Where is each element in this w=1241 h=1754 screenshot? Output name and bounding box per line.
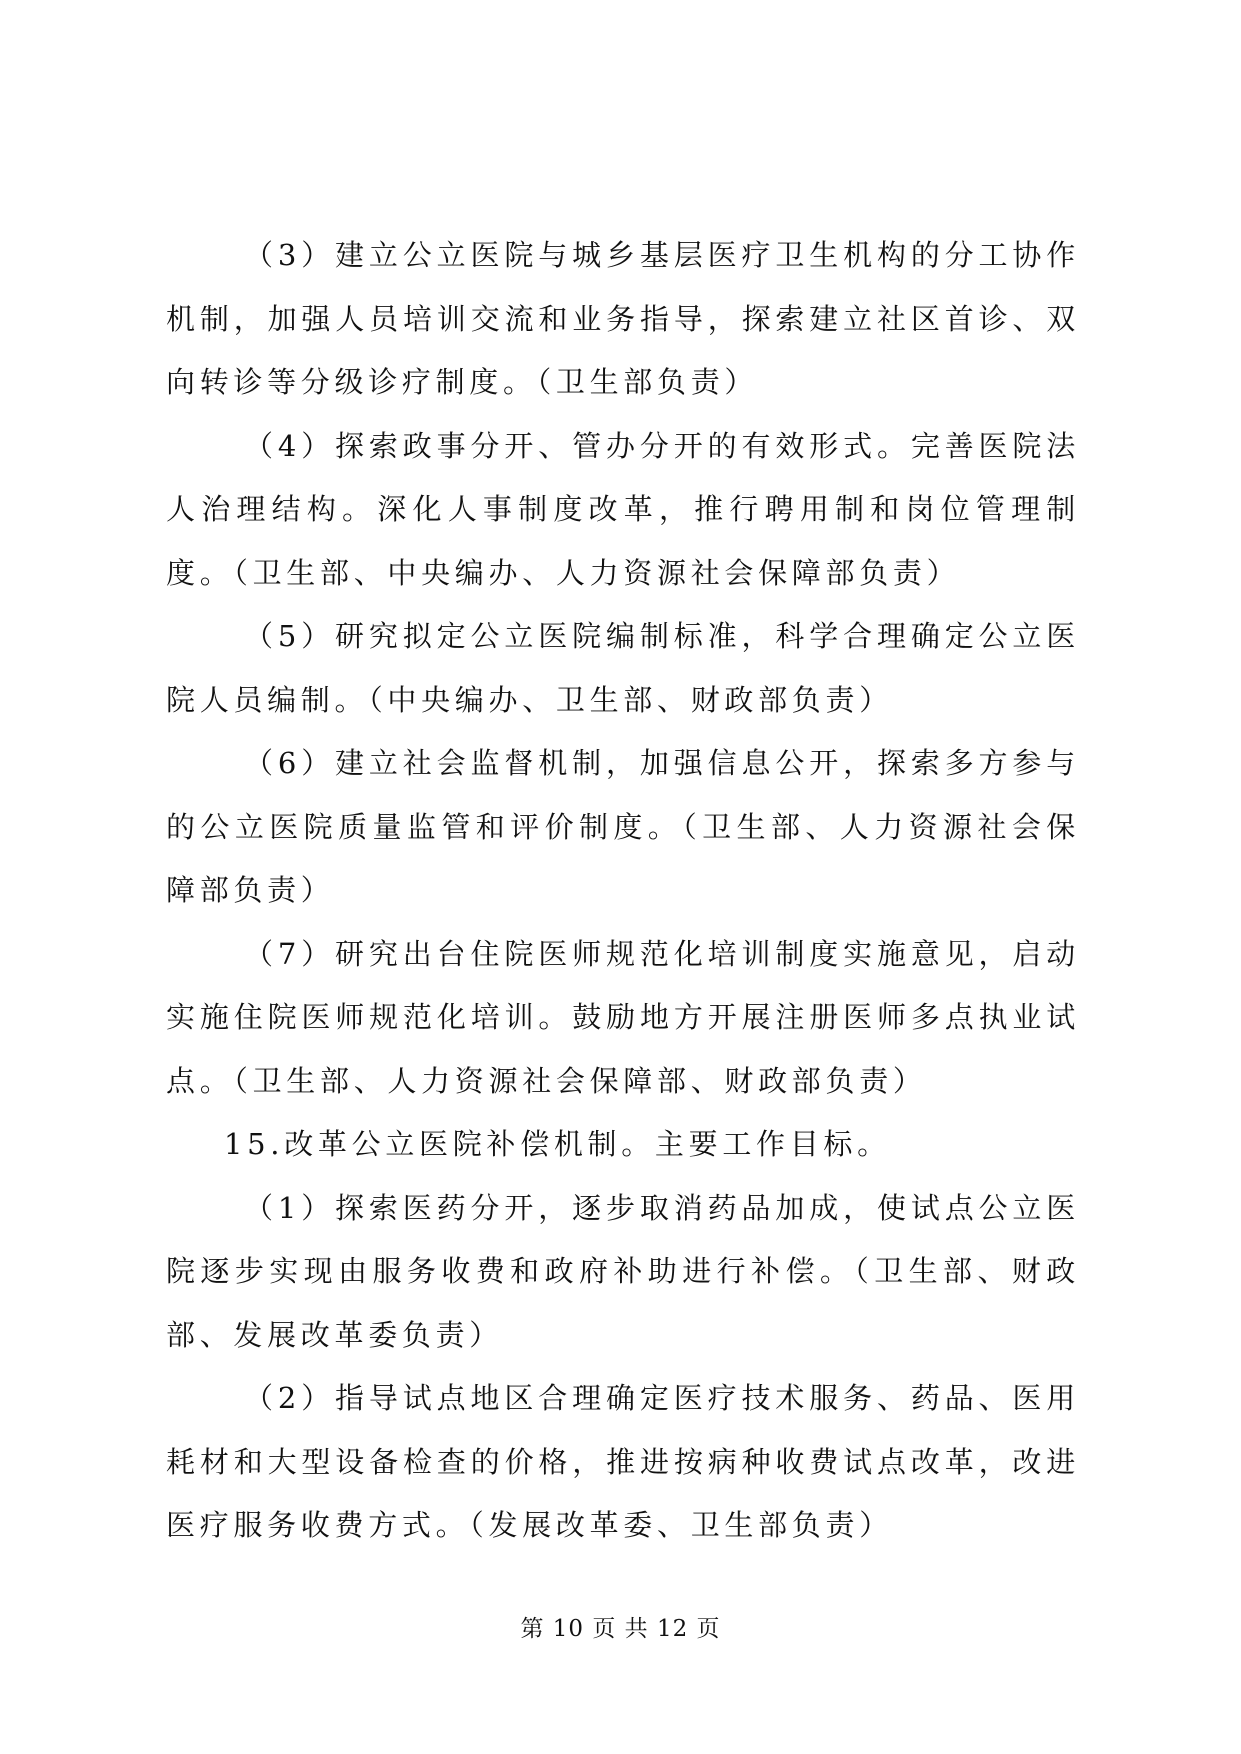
page-number-footer: 第 10 页 共 12 页 bbox=[520, 1616, 721, 1642]
paragraph-item-4: （4）探索政事分开、管办分开的有效形式。完善医院法人治理结构。深化人事制度改革，推行聘用制和岗位管理制度。（卫生部、中央编办、人力资源社会保障部负责） bbox=[166, 428, 1080, 590]
paragraph-item-1: （1）探索医药分开，逐步取消药品加成，使试点公立医院逐步实现由服务收费和政府补助进行补偿。（卫生部、财政部、发展改革委负责） bbox=[166, 1190, 1080, 1352]
paragraph-item-6: （6）建立社会监督机制，加强信息公开，探索多方参与的公立医院质量监管和评价制度。（卫生部、人力资源社会保障部负责） bbox=[166, 746, 1080, 907]
paragraph-item-7: （7）研究出台住院医师规范化培训制度实施意见，启动实施住院医师规范化培训。鼓励地方开展注册医师多点执业试点。（卫生部、人力资源社会保障部、财政部负责） bbox=[166, 936, 1080, 1098]
document-body bbox=[166, 224, 1080, 1558]
paragraph-item-5: （5）研究拟定公立医院编制标准，科学合理确定公立医院人员编制。（中央编办、卫生部、财政部负责） bbox=[166, 619, 1080, 717]
paragraph-item-3: （3）建立公立医院与城乡基层医疗卫生机构的分工协作机制，加强人员培训交流和业务指导，探索建立社区首诊、双向转诊等分级诊疗制度。（卫生部负责） bbox=[166, 238, 1080, 399]
section-heading-15: 15.改革公立医院补偿机制。主要工作目标。 bbox=[224, 1127, 891, 1161]
paragraph-item-2: （2）指导试点地区合理确定医疗技术服务、药品、医用耗材和大型设备检查的价格，推进按病种收费试点改革，改进医疗服务收费方式。（发展改革委、卫生部负责） bbox=[166, 1381, 1080, 1542]
